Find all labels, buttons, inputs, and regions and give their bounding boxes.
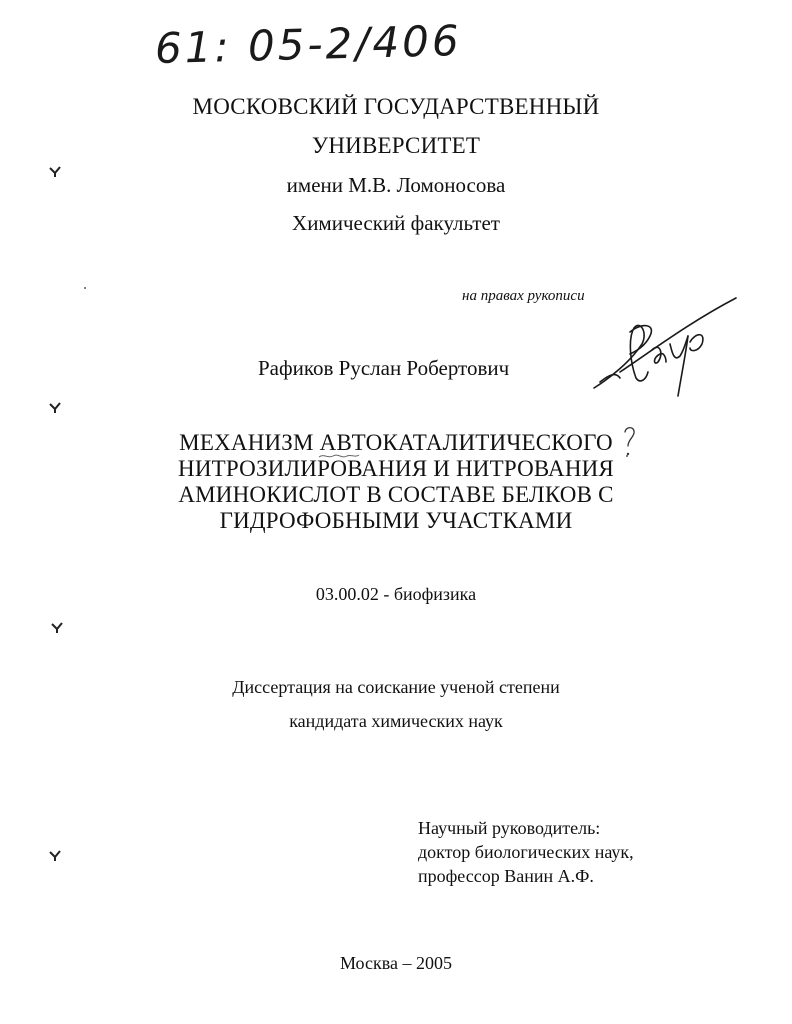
supervisor-label: Научный руководитель: [418, 818, 601, 838]
title-line: НИТРОЗИЛИРОВАНИЯ И НИТРОВАНИЯ [178, 456, 614, 481]
city-year: Москва – 2005 [340, 953, 452, 973]
manuscript-rights: на правах рукописи [462, 288, 585, 304]
university-name-line2: УНИВЕРСИТЕТ [311, 133, 481, 158]
title-line: МЕХАНИЗМ АВТОКАТАЛИТИЧЕСКОГО [179, 430, 613, 455]
title-line: ГИДРОФОБНЫМИ УЧАСТКАМИ [219, 508, 573, 533]
author-name: Рафиков Руслан Робертович [258, 356, 510, 380]
pencil-underline-mark [318, 452, 360, 460]
faculty-name: Химический факультет [292, 211, 500, 235]
supervisor-name: профессор Ванин А.Ф. [418, 866, 594, 886]
dissertation-title [0, 430, 792, 534]
supervisor-block [418, 816, 634, 888]
supervisor-degree: доктор биологических наук, [418, 842, 634, 862]
title-line: АМИНОКИСЛОТ В СОСТАВЕ БЕЛКОВ С [178, 482, 614, 507]
university-name-line1: МОСКОВСКИЙ ГОСУДАРСТВЕННЫЙ [192, 94, 600, 119]
binding-mark-icon [48, 400, 62, 414]
signature-scribble [590, 292, 740, 404]
scan-speck [626, 455, 628, 457]
binding-mark-icon [48, 164, 62, 178]
degree-line2: кандидата химических наук [289, 711, 503, 731]
binding-mark-icon [50, 620, 64, 634]
binding-mark-icon [48, 848, 62, 862]
university-named-after: имени М.В. Ломоносова [286, 173, 506, 197]
handwritten-archive-number: 61: 05-2/406 [154, 15, 463, 74]
degree-line1: Диссертация на соискание ученой степени [232, 677, 560, 697]
specialty-code: 03.00.02 - биофизика [315, 584, 477, 604]
scan-speck [84, 287, 86, 289]
